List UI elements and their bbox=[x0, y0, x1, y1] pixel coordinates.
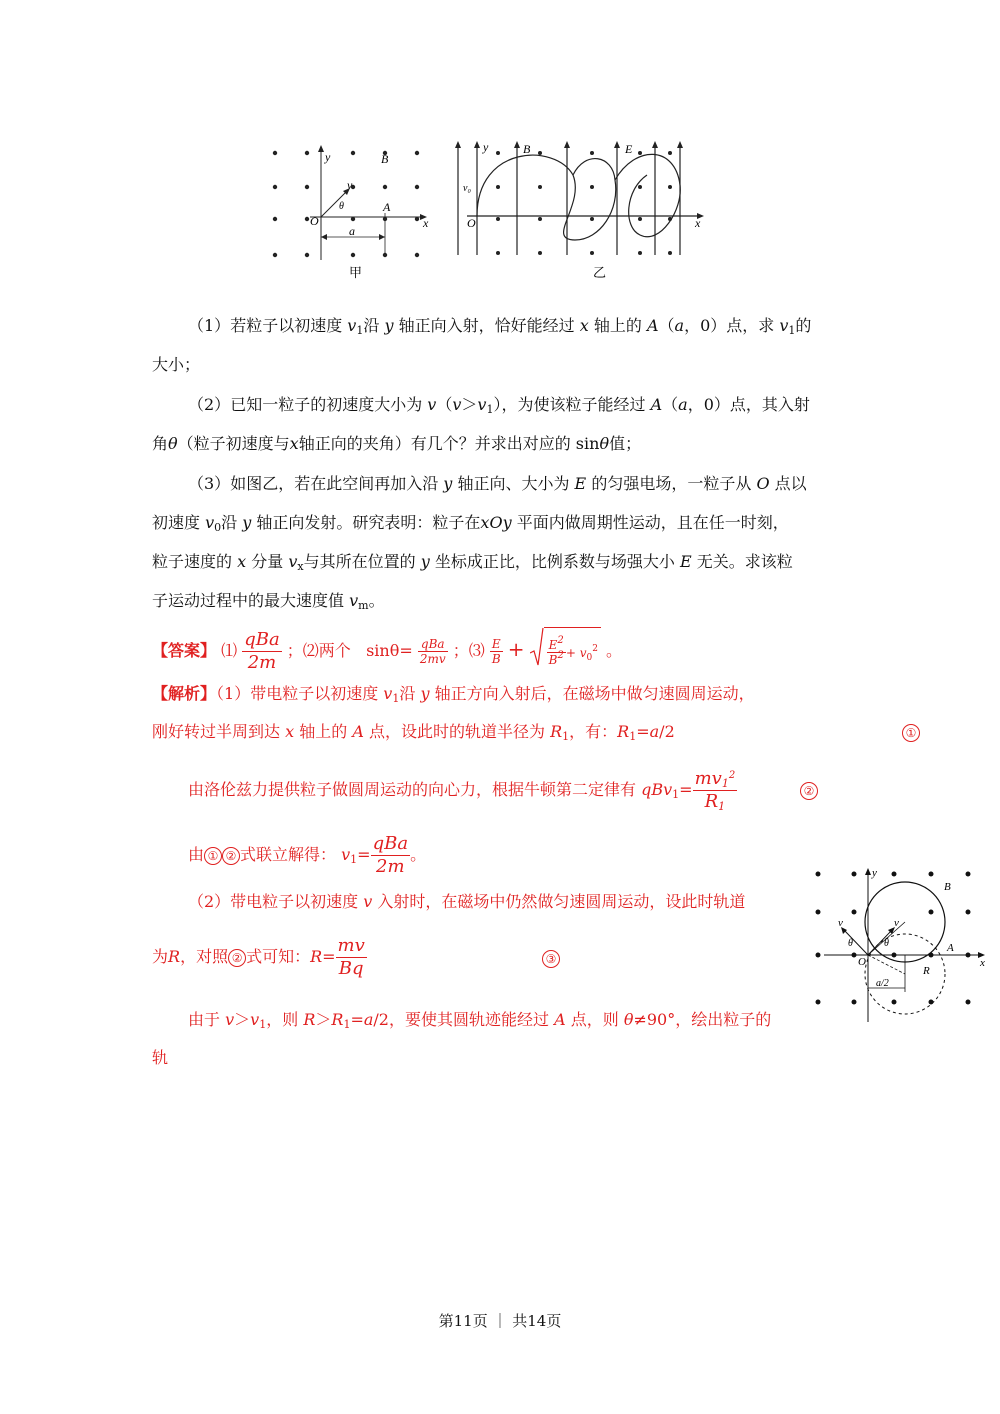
analysis-line2: 刚好转过半周到达 x 轴上的 A 点，设此时的轨道半径为 $R_1$，有：$R_1=a/2$ bbox=[152, 722, 675, 743]
question-3-line4: 子运动过程中的最大速度值 $v_m$。 bbox=[152, 591, 385, 612]
equation-marker-1: ① bbox=[902, 722, 920, 742]
analysis-fraction-mv2-R1: $\frac{mv_1^2}{R_1}$ bbox=[694, 768, 736, 813]
question-3-line2: 初速度 $v_0$沿 y 轴正向发射。研究表明：粒子在xOy 平面内做周期性运动，且在任一时刻， bbox=[152, 513, 789, 534]
answer-fraction-2: $\frac{\text{qBa}}{2mv}$ bbox=[419, 637, 446, 666]
question-2-line2: 角θ（粒子初速度与x轴正向的夹角）有几个？并求出对应的 sinθ值； bbox=[152, 434, 642, 453]
figure-trajectory bbox=[806, 862, 996, 1032]
analysis-fraction-mv-Bq: $\frac{mv}{Bq}$ bbox=[337, 935, 365, 979]
question-3-line1: （3）如图乙，若在此空间再加入沿 y 轴正向、大小为 E 的匀强电场，一粒子从 O 点以 bbox=[188, 474, 807, 493]
fig2-label-O: O bbox=[467, 216, 476, 230]
equation-marker-3: ③ bbox=[542, 948, 560, 968]
fig1-label-A: A bbox=[383, 200, 391, 214]
analysis-line5: （2）带电粒子以初速度 v 入射时，在磁场中仍然做匀速圆周运动，设此时轨道 bbox=[188, 892, 746, 911]
fig1-label-O: O bbox=[310, 214, 319, 228]
answer-tag: 【答案】 bbox=[152, 641, 217, 660]
fig3-label-B: B bbox=[944, 881, 951, 893]
analysis-line4: 由 ① ② 式联立解得： $v_1=$ $\frac{\text{qBa}}{2m}$ 。 bbox=[188, 833, 427, 877]
answer-sqrt: $\frac{E^2}{B^2}$ + $v_0^2$ bbox=[530, 627, 601, 676]
question-1-line1: （1）若粒子以初速度 $v_1$沿 y 轴正向入射，恰好能经过 x 轴上的 A（a，0）点，求 $v_1$的 bbox=[188, 316, 812, 337]
analysis-fraction-qBa-2m: $\frac{\text{qBa}}{2m}$ bbox=[372, 833, 409, 877]
fig3-label-R: R bbox=[923, 965, 930, 977]
fig3-label-A: A bbox=[947, 942, 954, 954]
answer-fraction-3: $\frac{E}{B}$ bbox=[491, 637, 501, 666]
analysis-line8: 轨 bbox=[152, 1048, 169, 1067]
analysis-tag: 【解析】 bbox=[152, 684, 217, 703]
figure-jia-yi bbox=[255, 135, 735, 285]
equation-marker-2: ② bbox=[800, 780, 818, 800]
analysis-line6: 为R，对照 ② 式可知：R= $\frac{mv}{Bq}$ bbox=[152, 935, 365, 979]
question-2-line1: （2）已知一粒子的初速度大小为 $v(v>v_1)$，为使该粒子能经过 A（a，0）点，其入射 bbox=[188, 395, 810, 416]
page-footer: 第11页 ｜ 共14页 bbox=[438, 1312, 562, 1330]
question-3-line3: 粒子速度的 x 分量 $v_x$与其所在位置的 y 坐标成正比，比例系数与场强大小 E 无关。求该粒 bbox=[152, 552, 793, 573]
analysis-line1: 【解析】（1）带电粒子以初速度 $v_1$沿 y 轴正方向入射后，在磁场中做匀速圆周运动， bbox=[152, 684, 755, 705]
fig3-label-O: O bbox=[858, 956, 866, 968]
fig3-label-theta-right: θ bbox=[884, 938, 889, 949]
fig1-label-x: x bbox=[423, 216, 429, 230]
fig1-label-v: v bbox=[347, 178, 353, 192]
fig2-label-B: B bbox=[523, 142, 531, 156]
fig3-label-v-right: v bbox=[894, 917, 899, 929]
fig2-label-x: x bbox=[695, 216, 701, 230]
fig2-label-y: y bbox=[483, 140, 489, 154]
fig2-label-v0: v₀ bbox=[463, 183, 471, 194]
fig1-label-theta: θ bbox=[339, 201, 344, 212]
fig2-label-E: E bbox=[625, 142, 633, 156]
analysis-line3: 由洛伦兹力提供粒子做圆周运动的向心力，根据牛顿第二定律有 qBv$_1$= $\frac{mv_1^2}{R_1}$ bbox=[188, 768, 736, 813]
question-1-line2: 大小； bbox=[152, 355, 201, 374]
fig3-label-a2: a/2 bbox=[876, 978, 889, 989]
fig1-label-y: y bbox=[325, 150, 331, 164]
fig3-label-y: y bbox=[872, 867, 877, 879]
fig1-label-a: a bbox=[349, 224, 355, 238]
answer-line: 【答案】 ⑴ $\frac{\text{qBa}}{2m}$ ；⑵两个 sinθ= $\frac{\text{qBa}}{2mv}$ ；⑶ $\frac{E}{B}$ + $\frac{E^2}{B^2}$ + $v_0^2$ 。 bbox=[152, 626, 622, 672]
fig3-label-theta-left: θ bbox=[848, 938, 853, 949]
fig3-label-x: x bbox=[980, 957, 985, 969]
fig3-label-v-left: v bbox=[838, 917, 843, 929]
answer-fraction-1: $\frac{\text{qBa}}{2m}$ bbox=[244, 629, 280, 673]
fig1-caption: 甲 bbox=[349, 265, 363, 280]
analysis-line7: 由于 $v>v_1$，则 $R>R_1=a/2$，要使其圆轨迹能经过 A 点，则 θ≠90°，绘出粒子的 bbox=[188, 1010, 772, 1031]
fig1-label-B: B bbox=[381, 152, 389, 166]
fig2-caption: 乙 bbox=[593, 265, 607, 280]
